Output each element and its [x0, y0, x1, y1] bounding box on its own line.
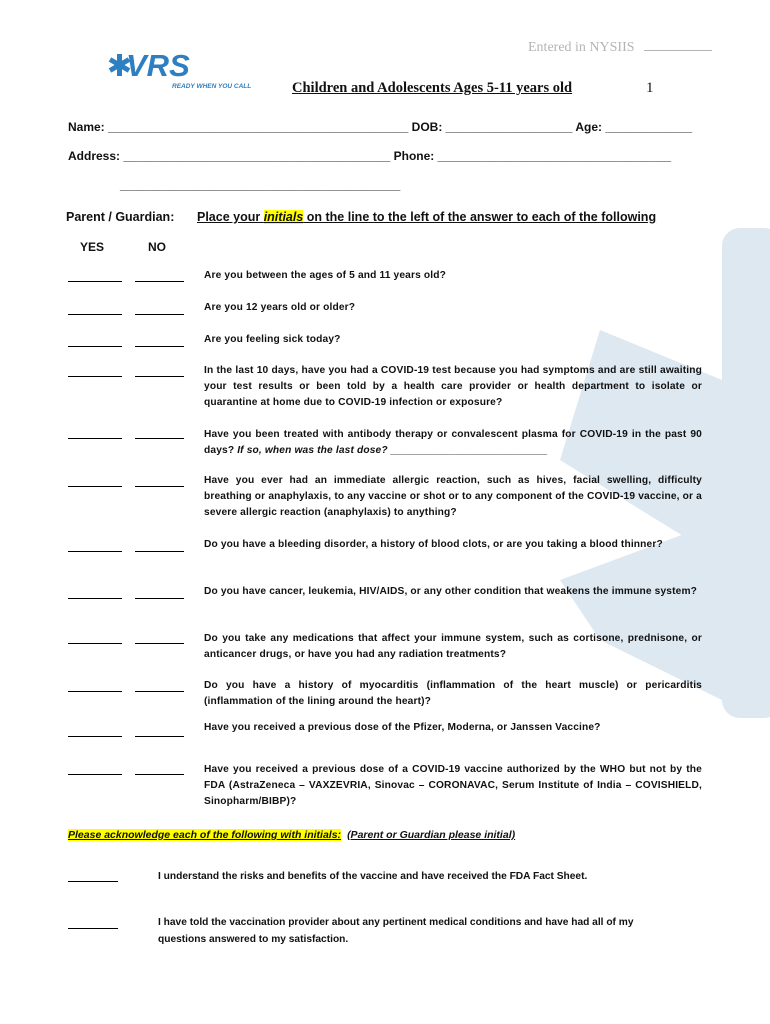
question-text: Have you been treated with antibody therapy or convalescent plasma for COVID-19 in the past 90 days? If so, when was the last dose? ___________________________: [204, 429, 702, 456]
acknowledge-initial-line[interactable]: [68, 928, 118, 929]
yes-answer-line[interactable]: [68, 736, 122, 737]
question-text: Are you between the ages of 5 and 11 years old?: [204, 270, 447, 281]
acknowledge-heading: Please acknowledge each of the following with initials: (Parent or Guardian please initial): [68, 829, 516, 841]
no-answer-line[interactable]: [135, 281, 184, 282]
yes-answer-line[interactable]: [68, 486, 122, 487]
yes-answer-line[interactable]: [68, 346, 122, 347]
question-text: Do you have a bleeding disorder, a history of blood clots, or are you taking a blood thinner?: [204, 539, 663, 550]
no-answer-line[interactable]: [135, 598, 184, 599]
acknowledge-item: I have told the vaccination provider about any pertinent medical conditions and have had all of my questions answered to my satisfaction.: [158, 917, 634, 945]
address-phone-fields[interactable]: Address: ________________________________________ Phone: ___________________________________: [68, 149, 672, 163]
question-text: Have you received a previous dose of the Pfizer, Moderna, or Janssen Vaccine?: [204, 722, 601, 733]
svg-text:VRS: VRS: [126, 48, 190, 83]
instruction-text: Place your initials on the line to the left of the answer to each of the following: [197, 210, 657, 224]
address-second-line[interactable]: __________________________________________: [120, 178, 401, 192]
no-answer-line[interactable]: [135, 314, 184, 315]
yes-answer-line[interactable]: [68, 643, 122, 644]
no-answer-line[interactable]: [135, 376, 184, 377]
question-text: Are you feeling sick today?: [204, 334, 341, 345]
no-answer-line[interactable]: [135, 486, 184, 487]
question-text: In the last 10 days, have you had a COVID-19 test because you had symptoms and are still awaiting your test results or been told by a health care provider or health department to isolate or quarantine at home due to COVID-19 infection or exposure?: [204, 365, 702, 408]
nysiis-entry-label: Entered in NYSIIS: [528, 40, 712, 56]
yes-column-header: YES: [80, 240, 105, 254]
yes-answer-line[interactable]: [68, 281, 122, 282]
question-text: Have you ever had an immediate allergic reaction, such as hives, facial swelling, difficulty breathing or anaphylaxis, to any vaccine or shot or to any component of the COVID-19 vaccine, or a severe allergic reaction (anaphylaxis) to anything?: [204, 475, 702, 518]
question-text: Do you have cancer, leukemia, HIV/AIDS, or any other condition that weakens the immune system?: [204, 586, 698, 597]
no-answer-line[interactable]: [135, 346, 184, 347]
question-text: Do you take any medications that affect your immune system, such as cortisone, prednisone, or anticancer drugs, or have you had any radiation treatments?: [204, 633, 702, 660]
yes-answer-line[interactable]: [68, 438, 122, 439]
no-answer-line[interactable]: [135, 774, 184, 775]
vrs-logo: [108, 40, 268, 98]
no-answer-line[interactable]: [135, 691, 184, 692]
question-text: Do you have a history of myocarditis (inflammation of the heart muscle) or pericarditis (inflammation of the lining around the heart)?: [204, 680, 702, 707]
form-title: Children and Adolescents Ages 5-11 years old: [292, 80, 573, 96]
acknowledge-initial-line[interactable]: [68, 881, 118, 882]
question-text: Are you 12 years old or older?: [204, 302, 356, 313]
name-dob-age-fields[interactable]: Name: _____________________________________________ DOB: ___________________ Age: _____________: [68, 120, 693, 134]
parent-guardian-label: Parent / Guardian:: [66, 210, 175, 224]
page-number: 1: [646, 80, 654, 96]
yes-answer-line[interactable]: [68, 691, 122, 692]
acknowledge-item: I understand the risks and benefits of the vaccine and have received the FDA Fact Sheet.: [158, 871, 588, 882]
no-answer-line[interactable]: [135, 736, 184, 737]
svg-text:READY WHEN YOU CALL: READY WHEN YOU CALL: [172, 83, 252, 90]
yes-answer-line[interactable]: [68, 774, 122, 775]
yes-answer-line[interactable]: [68, 314, 122, 315]
yes-answer-line[interactable]: [68, 376, 122, 377]
yes-answer-line[interactable]: [68, 551, 122, 552]
no-answer-line[interactable]: [135, 643, 184, 644]
question-text: Have you received a previous dose of a COVID-19 vaccine authorized by the WHO but not by the FDA (AstraZeneca – VAXZEVRIA, Sinovac – CORONAVAC, Serum Institute of India – COVISHIELD, Sinopharm/BIBP)?: [204, 764, 702, 807]
no-answer-line[interactable]: [135, 551, 184, 552]
yes-answer-line[interactable]: [68, 598, 122, 599]
no-column-header: NO: [148, 240, 166, 254]
no-answer-line[interactable]: [135, 438, 184, 439]
